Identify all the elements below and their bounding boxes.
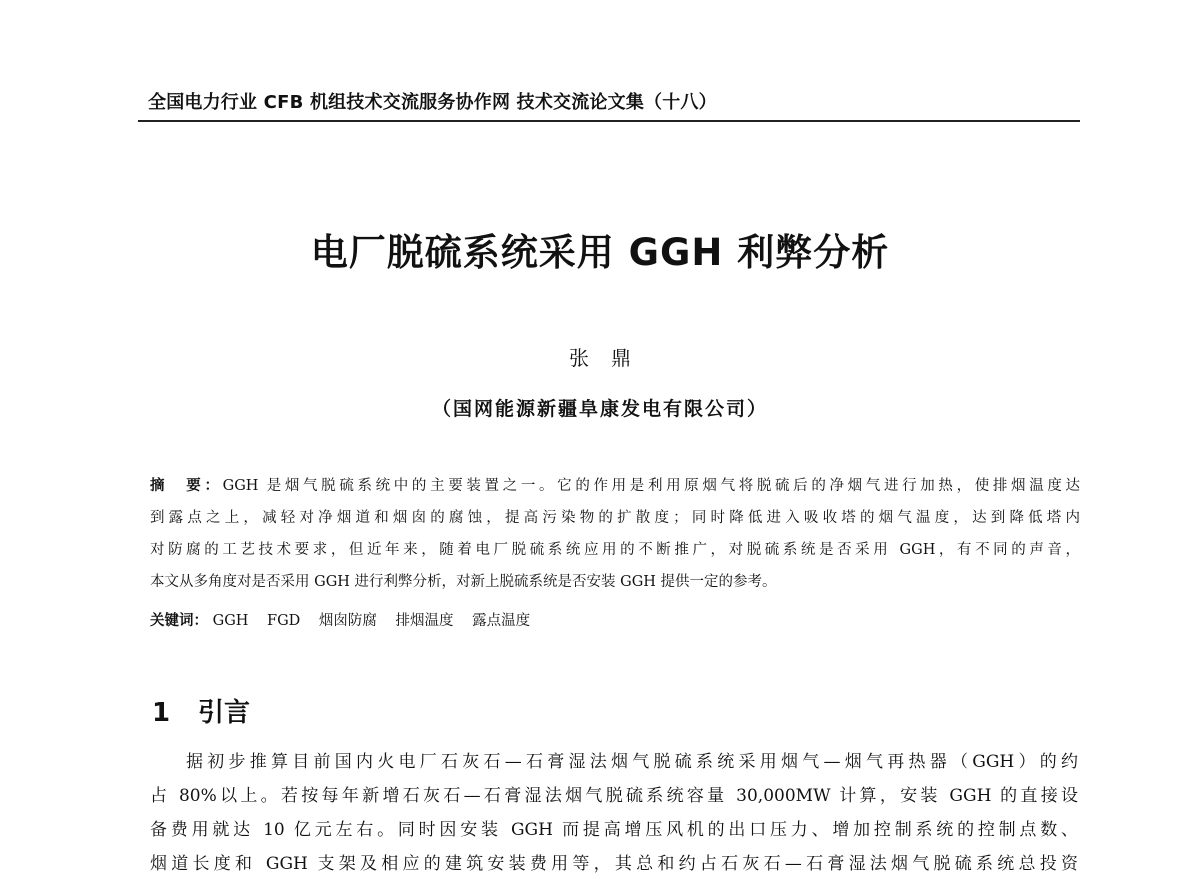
abstract-line: 摘 要：GGH 是烟气脱硫系统中的主要装置之一。它的作用是利用原烟气将脱硫后的净烟气进行加热，使排烟温度达 <box>150 477 1081 494</box>
abstract-line: 本文从多角度对是否采用 GGH 进行利弊分析，对新上脱硫系统是否安装 GGH 提供一定的参考。 <box>150 574 777 590</box>
section-title: 引言 <box>198 698 251 728</box>
keyword-item: FGD <box>267 613 301 629</box>
keywords <box>150 609 544 630</box>
author-affiliation: （国网能源新疆阜康发电有限公司） <box>431 398 768 420</box>
author-name: 张鼎 <box>569 346 653 370</box>
keyword-item: 排烟温度 <box>395 613 454 629</box>
body-line: 占 80%以上。若按每年新增石灰石—石膏湿法烟气脱硫系统容量 30,000MW 计算，安装 GGH 的直接设 <box>150 786 1078 806</box>
running-header: 全国电力行业 CFB 机组技术交流服务协作网 技术交流论文集（十八） <box>148 92 717 113</box>
body-line: 备费用就达 10 亿元左右。同时因安装 GGH 而提高增压风机的出口压力、增加控制系统的控制点数、 <box>150 820 1078 840</box>
body-text <box>150 745 1078 881</box>
header-rule <box>138 120 1080 122</box>
keyword-item: 烟囱防腐 <box>318 613 377 629</box>
body-line: 据初步推算目前国内火电厂石灰石—石膏湿法烟气脱硫系统采用烟气—烟气再热器（GGH）的约 <box>186 752 1078 772</box>
abstract-line: 到露点之上，减轻对净烟道和烟囱的腐蚀，提高污染物的扩散度；同时降低进入吸收塔的烟气温度，达到降低塔内 <box>150 510 1080 526</box>
keywords-label: 关键词： <box>150 612 208 629</box>
abstract-line: 对防腐的工艺技术要求，但近年来，随着电厂脱硫系统应用的不断推广，对脱硫系统是否采用 GGH，有不同的声音， <box>150 542 1080 558</box>
section-heading <box>152 692 250 729</box>
keyword-item: GGH <box>212 613 249 629</box>
body-line: 烟道长度和 GGH 支架及相应的建筑安装费用等，其总和约占石灰石—石膏湿法烟气脱硫系统总投资 <box>150 854 1078 874</box>
abstract <box>150 470 1080 598</box>
section-number: 1 <box>152 698 171 728</box>
keyword-item: 露点温度 <box>472 613 531 629</box>
abstract-label: 摘 要： <box>150 477 223 494</box>
paper-title: 电厂脱硫系统采用 GGH 利弊分析 <box>310 231 890 274</box>
